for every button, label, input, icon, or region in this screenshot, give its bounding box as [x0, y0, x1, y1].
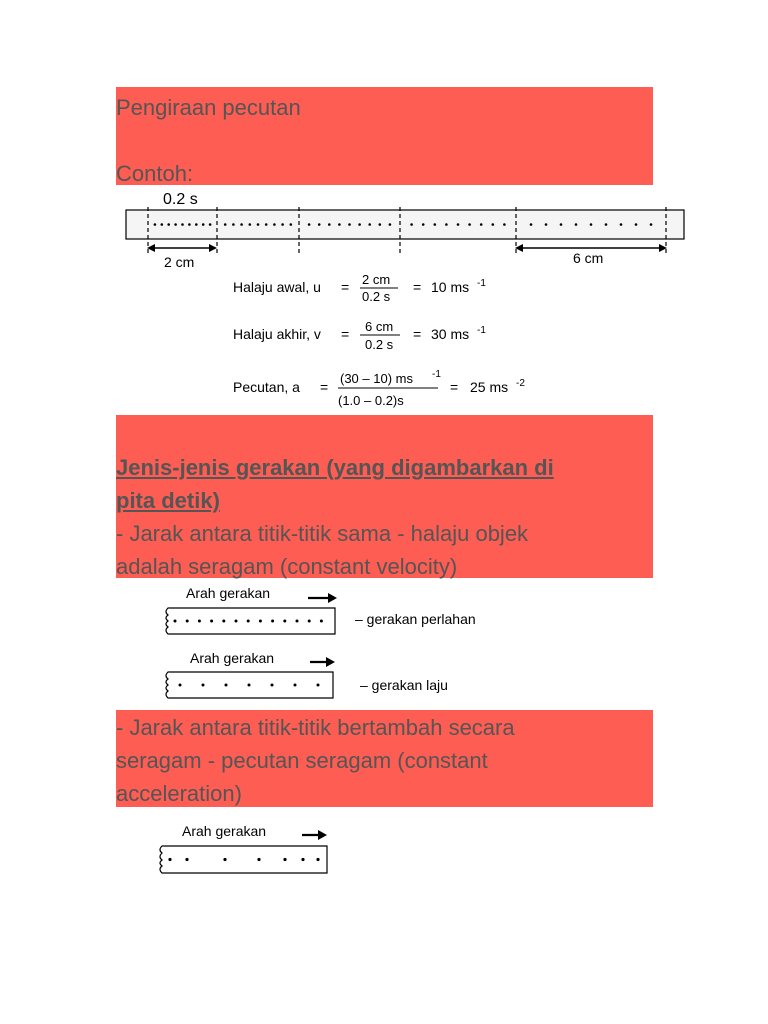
slow-label: – gerakan perlahan	[355, 611, 476, 627]
tape-dot	[590, 223, 593, 226]
tape-dot	[328, 223, 331, 226]
acceleration-text	[116, 711, 515, 810]
v-result: 30 ms	[431, 326, 470, 342]
tape-dot	[358, 223, 361, 226]
tape-dot	[434, 223, 437, 226]
fast-dot	[271, 684, 274, 687]
tape-dot	[368, 223, 371, 226]
fast-direction-label: Arah gerakan	[190, 650, 275, 666]
tape-dot	[224, 223, 227, 226]
u-label: Halaju awal, u	[233, 279, 321, 295]
time-label: 0.2 s	[163, 191, 198, 208]
section-subtitle: Contoh:	[116, 161, 194, 186]
tape-dot	[249, 223, 252, 226]
slow-dot	[247, 620, 250, 623]
fast-dot	[202, 684, 205, 687]
acceleration-line2: seragam - pecutan seragam (constant	[116, 748, 488, 773]
tape-dot	[545, 223, 548, 226]
tape-dot	[650, 223, 653, 226]
fast-direction-arrowhead	[326, 657, 335, 667]
v-exponent: -1	[477, 325, 486, 336]
left-arrowhead-right	[209, 244, 217, 252]
accel-direction-label: Arah gerakan	[182, 823, 267, 839]
tape-dot	[422, 223, 425, 226]
accel-dot	[301, 858, 304, 861]
v-eq: =	[341, 326, 350, 342]
slow-dot	[308, 620, 311, 623]
a-numerator: (30 – 10) ms	[340, 371, 413, 386]
accel-dot	[316, 858, 319, 861]
types-body-line1: - Jarak antara titik-titik sama - halaju objek	[116, 521, 529, 546]
fast-dot	[179, 684, 182, 687]
u-numerator: 2 cm	[362, 272, 391, 287]
slow-dot	[283, 620, 286, 623]
fast-dot	[225, 684, 228, 687]
slow-direction-arrowhead	[328, 593, 337, 603]
tape-dot	[389, 223, 392, 226]
v-label: Halaju akhir, v	[233, 326, 321, 342]
section-header-pengiraan	[116, 87, 653, 185]
tape-dot	[635, 223, 638, 226]
tape-dot	[445, 223, 448, 226]
accelerating-motion-figure	[155, 818, 355, 878]
v-numerator: 6 cm	[365, 319, 394, 334]
slow-dot	[174, 620, 177, 623]
tape-dot	[468, 223, 471, 226]
a-eq2: =	[450, 379, 459, 395]
section-uniform-acceleration	[116, 710, 653, 807]
tape-dot	[605, 223, 608, 226]
tape-dot	[240, 223, 243, 226]
slow-dot	[198, 620, 201, 623]
slow-dot	[186, 620, 189, 623]
v-denominator: 0.2 s	[365, 337, 394, 352]
u-result: 10 ms	[431, 279, 470, 295]
a-result: 25 ms	[470, 379, 509, 395]
fast-dot	[294, 684, 297, 687]
uniform-motion-figure	[160, 582, 520, 702]
tape-dot	[620, 223, 623, 226]
slow-dot	[271, 620, 274, 623]
a-numerator-exponent: -1	[432, 369, 441, 380]
types-body-line2: adalah seragam (constant velocity)	[116, 554, 458, 579]
u-eq: =	[341, 279, 350, 295]
section-title: Pengiraan pecutan	[116, 95, 301, 120]
tape-dot	[202, 223, 205, 226]
slow-dot	[320, 620, 323, 623]
a-eq: =	[320, 379, 329, 395]
slow-dot	[222, 620, 225, 623]
tape-dot	[154, 223, 157, 226]
tape-dot	[338, 223, 341, 226]
right-span-label: 6 cm	[573, 250, 604, 266]
acceleration-line3: acceleration)	[116, 781, 242, 806]
tape-dot	[174, 223, 177, 226]
tape-dot	[530, 223, 533, 226]
tape-dot	[492, 223, 495, 226]
slow-dot	[259, 620, 262, 623]
tape-dot	[480, 223, 483, 226]
types-heading	[116, 451, 554, 583]
acceleration-line1: - Jarak antara titik-titik bertambah secara	[116, 715, 515, 740]
tape-dot	[181, 223, 184, 226]
a-exponent: -2	[516, 378, 525, 389]
slow-dot	[296, 620, 299, 623]
u-denominator: 0.2 s	[362, 289, 391, 304]
accel-dot	[283, 858, 286, 861]
section-types-of-motion	[116, 415, 653, 578]
u-eq2: =	[413, 279, 422, 295]
slow-dot	[210, 620, 213, 623]
tape-dot	[273, 223, 276, 226]
tape-dot	[161, 223, 164, 226]
tape-dot	[265, 223, 268, 226]
fast-label: – gerakan laju	[360, 677, 448, 693]
slow-dot	[235, 620, 238, 623]
accel-dot	[168, 858, 171, 861]
types-heading-line1: Jenis-jenis gerakan (yang digambarkan di	[116, 455, 554, 480]
v-eq2: =	[413, 326, 422, 342]
ticker-tape-figure	[116, 185, 696, 275]
tape-dot	[457, 223, 460, 226]
u-exponent: -1	[477, 278, 486, 289]
accel-dot	[223, 858, 226, 861]
tape-dot	[209, 223, 212, 226]
tape-dot	[167, 223, 170, 226]
tape-dot	[503, 223, 506, 226]
slow-direction-label: Arah gerakan	[186, 585, 271, 601]
fast-dot	[317, 684, 320, 687]
fast-dot	[248, 684, 251, 687]
tape-dot	[188, 223, 191, 226]
accel-dot	[257, 858, 260, 861]
tape-dot	[195, 223, 198, 226]
tape-dot	[257, 223, 260, 226]
tape-dot	[290, 223, 293, 226]
a-denominator: (1.0 – 0.2)s	[338, 393, 404, 408]
types-heading-line2: pita detik)	[116, 488, 220, 513]
accel-dot	[185, 858, 188, 861]
tape-dot	[575, 223, 578, 226]
left-span-label: 2 cm	[164, 254, 195, 270]
equations	[228, 268, 548, 416]
tape-dot	[410, 223, 413, 226]
accel-direction-arrowhead	[318, 830, 327, 840]
tape-dot	[379, 223, 382, 226]
tape-dot	[560, 223, 563, 226]
tape-dot	[318, 223, 321, 226]
tape-dot	[348, 223, 351, 226]
tape-dot	[232, 223, 235, 226]
tape-dot	[308, 223, 311, 226]
tape-dot	[281, 223, 284, 226]
a-label: Pecutan, a	[233, 379, 300, 395]
